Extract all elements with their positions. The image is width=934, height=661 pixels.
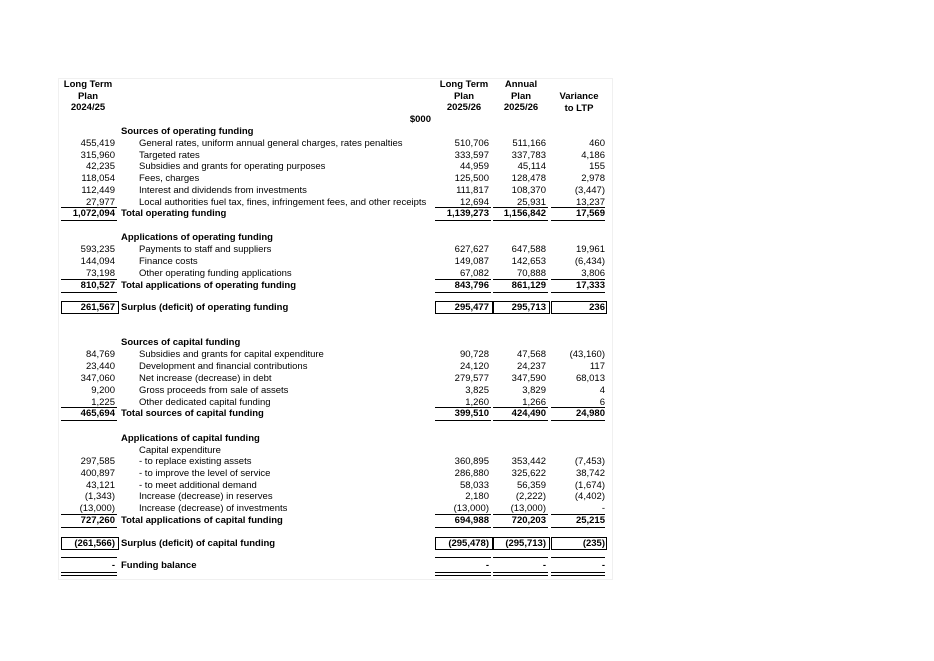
table-row bbox=[59, 185, 612, 197]
row-label: Total applications of capital funding bbox=[121, 515, 283, 526]
cell-ap26: 142,653 bbox=[511, 256, 546, 267]
table-row bbox=[59, 408, 612, 420]
underline bbox=[551, 420, 605, 421]
table-row bbox=[59, 244, 612, 256]
header-line: 2025/26 bbox=[503, 102, 539, 113]
cell-ltp: 261,567 bbox=[80, 302, 115, 313]
row-label: Interest and dividends from investments bbox=[139, 185, 307, 196]
cell-p26: 125,500 bbox=[454, 173, 489, 184]
underline bbox=[551, 279, 605, 280]
cell-ltp: 144,094 bbox=[80, 256, 115, 267]
cell-p26: 149,087 bbox=[454, 256, 489, 267]
header-line: 2025/26 bbox=[446, 102, 482, 113]
cell-ap26: - bbox=[542, 560, 546, 571]
header-line: Plan bbox=[77, 90, 99, 102]
header-line: Variance bbox=[559, 91, 599, 102]
header-line: Long Term bbox=[439, 79, 489, 90]
section-heading bbox=[59, 232, 612, 244]
cell-p26: 12,694 bbox=[459, 197, 489, 208]
cell-var: (235) bbox=[582, 538, 605, 549]
underline bbox=[61, 292, 117, 293]
cell-ap26: 325,622 bbox=[511, 468, 546, 479]
row-label: - to replace existing assets bbox=[139, 456, 252, 467]
cell-ltp: - bbox=[111, 560, 115, 571]
cell-var: (4,402) bbox=[574, 491, 605, 502]
underline bbox=[61, 557, 117, 558]
underline bbox=[493, 407, 548, 408]
total-box bbox=[551, 537, 607, 550]
cell-var: - bbox=[601, 503, 605, 514]
header-ap-2025-26 bbox=[493, 79, 549, 114]
header-ltp-2025-26 bbox=[435, 79, 493, 114]
cell-ltp: 27,977 bbox=[85, 197, 115, 208]
row-label: Targeted rates bbox=[139, 150, 200, 161]
table-row bbox=[59, 560, 612, 572]
underline bbox=[551, 292, 605, 293]
funding-impact-statement bbox=[58, 78, 613, 580]
underline bbox=[551, 220, 605, 221]
row-label: Subsidies and grants for operating purposes bbox=[139, 161, 326, 172]
cell-var: 68,013 bbox=[575, 373, 605, 384]
table-row bbox=[59, 456, 612, 468]
row-label: Development and financial contributions bbox=[139, 361, 308, 372]
table-row bbox=[59, 349, 612, 361]
row-label: Fees, charges bbox=[139, 173, 200, 184]
row-label: Applications of operating funding bbox=[121, 232, 273, 243]
cell-p26: 44,959 bbox=[459, 161, 489, 172]
cell-var: 6 bbox=[599, 397, 605, 408]
cell-var: 4,186 bbox=[581, 150, 605, 161]
cell-var: 117 bbox=[589, 361, 605, 372]
cell-ltp: 43,121 bbox=[85, 480, 115, 491]
cell-var: - bbox=[601, 560, 605, 571]
underline bbox=[61, 220, 117, 221]
cell-p26: 399,510 bbox=[454, 408, 489, 419]
underline bbox=[435, 514, 491, 515]
cell-ltp: 400,897 bbox=[80, 468, 115, 479]
total-box bbox=[435, 301, 493, 314]
cell-var: 236 bbox=[589, 302, 605, 313]
cell-ltp: 112,449 bbox=[81, 185, 115, 196]
underline bbox=[551, 407, 605, 408]
header-line: Plan bbox=[510, 90, 532, 102]
underline bbox=[493, 557, 548, 558]
row-label: Sources of operating funding bbox=[121, 126, 254, 137]
underline bbox=[61, 527, 117, 528]
cell-var: (1,674) bbox=[574, 480, 605, 491]
cell-ltp: 347,060 bbox=[80, 373, 115, 384]
table-row bbox=[59, 361, 612, 373]
underline bbox=[435, 420, 491, 421]
cell-ltp: 9,200 bbox=[91, 385, 115, 396]
double-underline bbox=[61, 572, 117, 576]
header-line: Annual bbox=[504, 79, 538, 90]
table-row bbox=[59, 515, 612, 527]
cell-ap26: 45,114 bbox=[517, 161, 546, 172]
cell-var: 25,215 bbox=[575, 515, 605, 526]
table-row bbox=[59, 173, 612, 185]
unit-label: $000 bbox=[409, 114, 431, 125]
underline bbox=[493, 207, 548, 208]
underline bbox=[435, 407, 491, 408]
cell-p26: 360,895 bbox=[454, 456, 489, 467]
cell-ap26: 511,166 bbox=[512, 138, 546, 149]
cell-ap26: 720,203 bbox=[511, 515, 546, 526]
header-line: Plan bbox=[453, 90, 475, 102]
cell-p26: 67,082 bbox=[459, 268, 489, 279]
cell-p26: 333,597 bbox=[454, 150, 489, 161]
row-label: Surplus (deficit) of capital funding bbox=[121, 538, 276, 549]
header-variance bbox=[551, 91, 607, 114]
cell-ltp: 1,072,094 bbox=[72, 208, 115, 219]
cell-ltp: 84,769 bbox=[85, 349, 115, 360]
table-row bbox=[59, 468, 612, 480]
row-label: - to meet additional demand bbox=[139, 480, 257, 491]
cell-p26: 90,728 bbox=[459, 349, 489, 360]
cell-var: 13,237 bbox=[575, 197, 605, 208]
header-line: to LTP bbox=[564, 102, 594, 114]
cell-ltp: 297,585 bbox=[80, 456, 115, 467]
underline bbox=[493, 279, 548, 280]
double-underline bbox=[435, 572, 491, 576]
cell-ap26: (295,713) bbox=[505, 538, 546, 549]
underline bbox=[551, 557, 605, 558]
cell-var: (43,160) bbox=[569, 349, 605, 360]
cell-p26: 286,880 bbox=[454, 468, 489, 479]
row-label: Local authorities fuel tax, fines, infringement fees, and other receipts bbox=[139, 197, 427, 208]
cell-ap26: 1,156,842 bbox=[503, 208, 546, 219]
cell-var: 38,742 bbox=[575, 468, 605, 479]
table-row bbox=[59, 208, 612, 220]
cell-p26: 24,120 bbox=[459, 361, 489, 372]
underline bbox=[61, 420, 117, 421]
underline bbox=[493, 514, 548, 515]
row-label: Funding balance bbox=[121, 560, 197, 571]
row-label: - to improve the level of service bbox=[139, 468, 271, 479]
row-label: Sources of capital funding bbox=[121, 337, 241, 348]
underline bbox=[435, 220, 491, 221]
cell-ltp: 593,235 bbox=[80, 244, 115, 255]
cell-ap26: 25,931 bbox=[516, 197, 546, 208]
cell-ap26: 647,588 bbox=[511, 244, 546, 255]
cell-ap26: 128,478 bbox=[511, 173, 546, 184]
header-line: Long Term bbox=[63, 79, 113, 90]
cell-p26: (13,000) bbox=[453, 503, 489, 514]
cell-ltp: 73,198 bbox=[85, 268, 115, 279]
underline bbox=[61, 407, 117, 408]
underline bbox=[493, 527, 548, 528]
double-underline bbox=[493, 572, 548, 576]
total-box bbox=[493, 301, 550, 314]
total-box bbox=[551, 301, 607, 314]
cell-p26: 843,796 bbox=[454, 280, 489, 291]
underline bbox=[551, 207, 605, 208]
cell-p26: (295,478) bbox=[448, 538, 489, 549]
cell-ltp: 727,260 bbox=[80, 515, 115, 526]
underline bbox=[435, 207, 491, 208]
cell-p26: 295,477 bbox=[454, 302, 489, 313]
header-line: 2024/25 bbox=[70, 102, 106, 113]
row-label: Surplus (deficit) of operating funding bbox=[121, 302, 289, 313]
row-label: Increase (decrease) of investments bbox=[139, 503, 288, 514]
table-row bbox=[59, 138, 612, 150]
row-label: Total sources of capital funding bbox=[121, 408, 264, 419]
cell-p26: 1,260 bbox=[465, 397, 489, 408]
cell-ap26: 1,266 bbox=[522, 397, 546, 408]
row-label: Capital expenditure bbox=[139, 445, 221, 456]
table-row bbox=[59, 161, 612, 173]
cell-ltp: 465,694 bbox=[80, 408, 115, 419]
cell-var: 4 bbox=[599, 385, 605, 396]
underline bbox=[61, 514, 117, 515]
cell-ltp: 810,527 bbox=[80, 280, 115, 291]
section-heading bbox=[59, 126, 612, 138]
cell-var: (3,447) bbox=[574, 185, 605, 196]
cell-ap26: 424,490 bbox=[511, 408, 546, 419]
cell-ap26: 56,359 bbox=[516, 480, 546, 491]
underline bbox=[61, 279, 117, 280]
cell-var: 17,569 bbox=[575, 208, 605, 219]
cell-p26: 694,988 bbox=[454, 515, 489, 526]
cell-ltp: 118,054 bbox=[81, 173, 115, 184]
underline bbox=[435, 557, 491, 558]
underline bbox=[435, 292, 491, 293]
underline bbox=[493, 220, 548, 221]
table-row bbox=[59, 373, 612, 385]
cell-ap26: (2,222) bbox=[515, 491, 546, 502]
row-label: Applications of capital funding bbox=[121, 433, 260, 444]
cell-ltp: 23,440 bbox=[85, 361, 115, 372]
cell-ltp: (261,566) bbox=[74, 538, 115, 549]
cell-ltp: (1,343) bbox=[84, 491, 115, 502]
cell-ap26: 337,783 bbox=[511, 150, 546, 161]
underline bbox=[551, 514, 605, 515]
cell-var: 3,806 bbox=[581, 268, 605, 279]
row-label: Increase (decrease) in reserves bbox=[139, 491, 273, 502]
row-label: Net increase (decrease) in debt bbox=[139, 373, 272, 384]
cell-p26: 1,139,273 bbox=[446, 208, 489, 219]
cell-ap26: 3,829 bbox=[522, 385, 546, 396]
row-label: Subsidies and grants for capital expenditure bbox=[139, 349, 324, 360]
total-box bbox=[493, 537, 550, 550]
underline bbox=[551, 527, 605, 528]
cell-p26: 2,180 bbox=[465, 491, 489, 502]
section-heading bbox=[59, 433, 612, 445]
underline bbox=[435, 279, 491, 280]
row-label: General rates, uniform annual general charges, rates penalties bbox=[139, 138, 403, 149]
cell-p26: 111,817 bbox=[456, 185, 489, 196]
total-box bbox=[435, 537, 493, 550]
cell-ap26: 47,568 bbox=[516, 349, 546, 360]
underline bbox=[493, 420, 548, 421]
underline bbox=[493, 292, 548, 293]
cell-var: (6,434) bbox=[574, 256, 605, 267]
table-row bbox=[59, 280, 612, 292]
table-row bbox=[59, 491, 612, 503]
cell-p26: 58,033 bbox=[459, 480, 489, 491]
cell-p26: - bbox=[485, 560, 489, 571]
table-row bbox=[59, 256, 612, 268]
underline bbox=[61, 207, 117, 208]
cell-var: (7,453) bbox=[574, 456, 605, 467]
total-box bbox=[61, 301, 119, 314]
cell-ap26: (13,000) bbox=[510, 503, 546, 514]
cell-ap26: 861,129 bbox=[511, 280, 546, 291]
header-ltp-2024-25 bbox=[59, 79, 117, 114]
cell-ltp: 1,225 bbox=[91, 397, 115, 408]
row-label: Other dedicated capital funding bbox=[139, 397, 271, 408]
cell-ltp: 315,960 bbox=[80, 150, 115, 161]
cell-ltp: (13,000) bbox=[79, 503, 115, 514]
cell-p26: 627,627 bbox=[454, 244, 489, 255]
cell-p26: 279,577 bbox=[454, 373, 489, 384]
cell-ap26: 108,370 bbox=[511, 185, 546, 196]
section-heading bbox=[59, 337, 612, 349]
row-label: Total operating funding bbox=[121, 208, 227, 219]
row-label: Other operating funding applications bbox=[139, 268, 292, 279]
table-row bbox=[59, 385, 612, 397]
cell-var: 17,333 bbox=[575, 280, 605, 291]
cell-var: 19,961 bbox=[575, 244, 605, 255]
cell-ltp: 42,235 bbox=[85, 161, 115, 172]
cell-ap26: 24,237 bbox=[516, 361, 546, 372]
underline bbox=[435, 527, 491, 528]
cell-var: 2,978 bbox=[581, 173, 605, 184]
double-underline bbox=[551, 572, 605, 576]
cell-p26: 3,825 bbox=[465, 385, 489, 396]
cell-ap26: 347,590 bbox=[511, 373, 546, 384]
cell-ap26: 70,888 bbox=[516, 268, 546, 279]
cell-var: 155 bbox=[589, 161, 605, 172]
cell-var: 460 bbox=[589, 138, 605, 149]
total-box bbox=[61, 537, 119, 550]
cell-var: 24,980 bbox=[575, 408, 605, 419]
row-label: Total applications of operating funding bbox=[121, 280, 297, 291]
row-label: Gross proceeds from sale of assets bbox=[139, 385, 289, 396]
cell-ltp: 455,419 bbox=[80, 138, 115, 149]
row-label: Finance costs bbox=[139, 256, 198, 267]
cell-ap26: 295,713 bbox=[511, 302, 546, 313]
cell-p26: 510,706 bbox=[454, 138, 489, 149]
cell-ap26: 353,442 bbox=[511, 456, 546, 467]
row-label: Payments to staff and suppliers bbox=[139, 244, 272, 255]
